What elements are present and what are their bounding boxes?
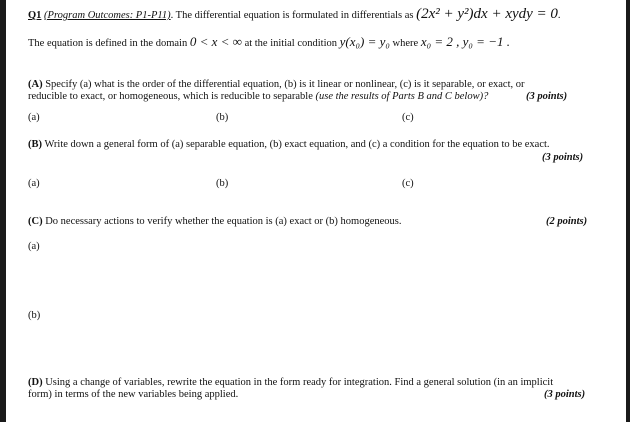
partC-label: (C) bbox=[28, 216, 43, 227]
q1-domain-line bbox=[28, 35, 510, 50]
partB-sub-b: (b) bbox=[216, 178, 229, 189]
partC-sub-b: (b) bbox=[28, 310, 41, 321]
q1-label: Q1 bbox=[28, 10, 42, 21]
partA-label: (A) bbox=[28, 79, 43, 90]
partB-sub-c: (c) bbox=[402, 178, 414, 189]
q1-equation: (2x² + y²)dx + xydy = 0 bbox=[416, 6, 558, 22]
partB-text1: Write down a general form of (a) separable equation, (b) exact equation, and (c) a condition for the equation to be exact. bbox=[44, 139, 550, 150]
partD-text1: Using a change of variables, rewrite the equation in the form ready for integration. Find a general solution (in an implicit bbox=[45, 377, 554, 388]
q1-initial-text: at the initial condition bbox=[244, 38, 338, 49]
q1-header bbox=[28, 8, 561, 22]
partD-label: (D) bbox=[28, 377, 43, 388]
q1-domain-text: The equation is defined in the domain bbox=[28, 38, 188, 49]
partA-text2-italic: (use the results of Parts B and C below)? bbox=[315, 91, 489, 102]
partC-text1: Do necessary actions to verify whether the equation is (a) exact or (b) homogeneous. bbox=[45, 216, 402, 227]
partC-points: (2 points) bbox=[546, 216, 588, 227]
partA-points: (3 points) bbox=[526, 91, 568, 102]
q1-domain-math: 0 < x < ∞ bbox=[189, 34, 242, 49]
q1-where-math: x₀ = 2 , y₀ = −1 . bbox=[420, 34, 510, 49]
partA-sub-c: (c) bbox=[402, 112, 414, 123]
partC-sub-a: (a) bbox=[28, 241, 40, 252]
q1-eq-end: . bbox=[557, 10, 561, 21]
q1-intro: . The differential equation is formulated in differentials as bbox=[170, 10, 414, 21]
q1-outcomes: (Program Outcomes: P1-P11) bbox=[44, 10, 171, 21]
partA-sub-b: (b) bbox=[216, 112, 229, 123]
partB-points: (3 points) bbox=[542, 152, 584, 163]
partA-text2: reducible to exact, or homogeneous, which is reducible to separable bbox=[28, 91, 313, 102]
q1-initial-math: y(x₀) = y₀ bbox=[339, 34, 390, 49]
partB-label: (B) bbox=[28, 139, 42, 150]
partA-sub-a: (a) bbox=[28, 112, 40, 123]
partB-line1 bbox=[28, 138, 550, 151]
partB-sub-a: (a) bbox=[28, 178, 40, 189]
q1-where-text: where bbox=[392, 38, 419, 49]
partA-text1: Specify (a) what is the order of the differential equation, (b) is it linear or nonlinear, (c) is it separable, or exact, or bbox=[45, 79, 525, 90]
worksheet-page bbox=[6, 0, 626, 422]
partA-line2 bbox=[28, 90, 488, 103]
partC-line1 bbox=[28, 215, 402, 228]
partD-points: (3 points) bbox=[544, 389, 586, 400]
partD-line2: form) in terms of the new variables being applied. bbox=[28, 389, 239, 400]
